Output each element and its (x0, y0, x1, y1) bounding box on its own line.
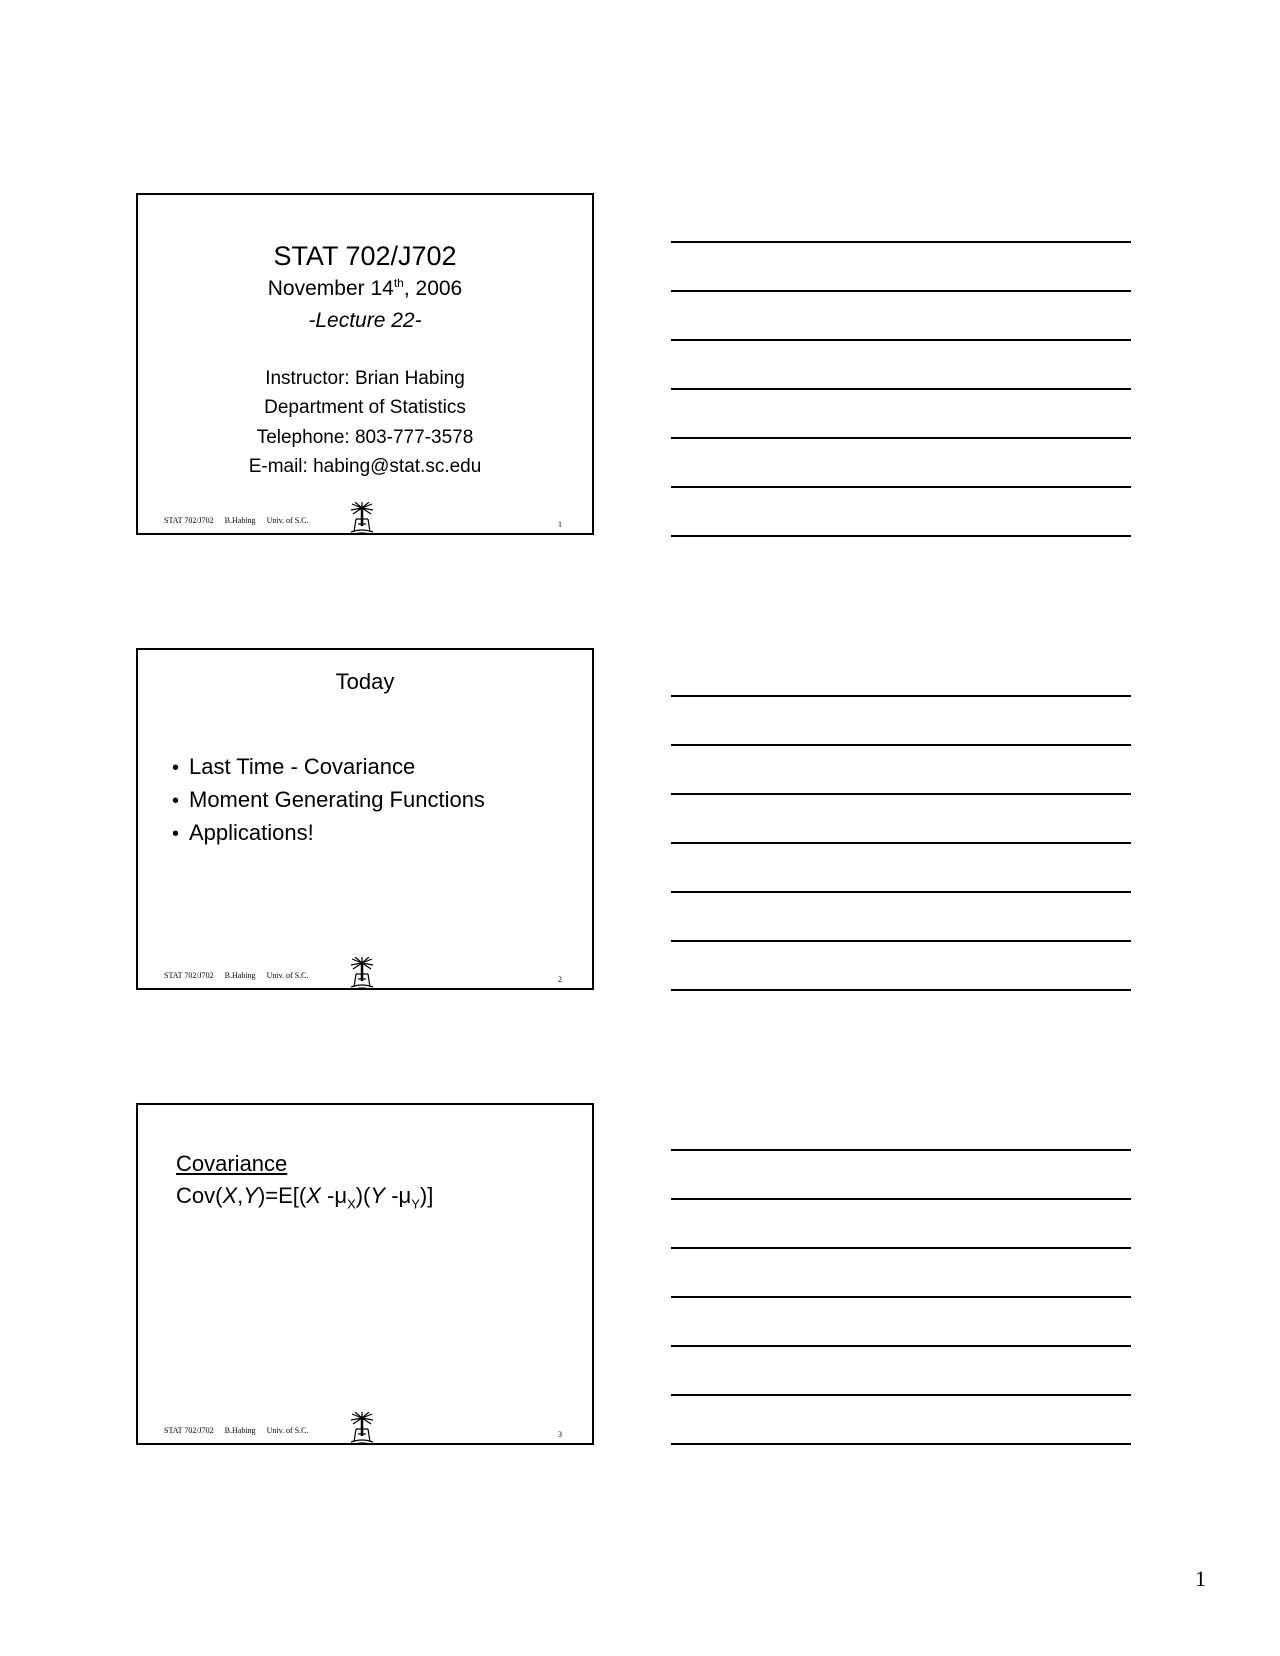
note-line (671, 241, 1131, 243)
department-line: Department of Statistics (264, 397, 466, 418)
footer-author: B.Habing (224, 516, 256, 525)
slide-number: 2 (558, 975, 562, 984)
bullet-list (172, 750, 485, 849)
telephone-line: Telephone: 803-777-3578 (256, 427, 474, 448)
bullet-icon: • (172, 790, 180, 812)
note-line (671, 388, 1131, 390)
note-line (671, 1394, 1131, 1396)
slide-title: STAT 702/J702 (273, 241, 457, 271)
list-item: • Applications! (172, 816, 485, 849)
palmetto-tree-icon (349, 502, 375, 535)
bullet-icon: • (172, 823, 180, 845)
slide-3 (136, 1103, 594, 1445)
note-line (671, 1296, 1131, 1298)
note-line (671, 1149, 1131, 1151)
note-line (671, 695, 1131, 697)
note-line (671, 842, 1131, 844)
note-line (671, 437, 1131, 439)
note-line (671, 1247, 1131, 1249)
footer-school: Univ. of S.C. (266, 1426, 309, 1435)
list-item: • Moment Generating Functions (172, 783, 485, 816)
bullet-icon: • (172, 757, 180, 779)
lecture-date: November 14th, 2006 (267, 276, 463, 300)
slide-number: 3 (558, 1430, 562, 1439)
slide-footer (164, 1426, 320, 1435)
footer-author: B.Habing (224, 1426, 256, 1435)
footer-course: STAT 702/J702 (164, 971, 214, 980)
note-line (671, 1198, 1131, 1200)
list-item: • Last Time - Covariance (172, 750, 485, 783)
email-line: E-mail: habing@stat.sc.edu (248, 456, 482, 477)
slide-footer (164, 516, 320, 525)
palmetto-tree-icon (349, 957, 375, 990)
note-line (671, 744, 1131, 746)
slide-title: Today (335, 669, 395, 694)
palmetto-tree-icon (349, 1412, 375, 1445)
slide-footer (164, 971, 320, 980)
note-line (671, 940, 1131, 942)
footer-school: Univ. of S.C. (266, 516, 309, 525)
lecture-number: -Lecture 22- (308, 309, 422, 332)
note-line (671, 891, 1131, 893)
note-line (671, 486, 1131, 488)
note-line (671, 339, 1131, 341)
slide-title: Covariance (176, 1151, 288, 1176)
slide-number: 1 (558, 520, 562, 529)
note-line (671, 535, 1131, 537)
footer-course: STAT 702/J702 (164, 1426, 214, 1435)
footer-course: STAT 702/J702 (164, 516, 214, 525)
note-line (671, 1443, 1131, 1445)
page-number: 1 (1195, 1566, 1206, 1591)
note-line (671, 1345, 1131, 1347)
covariance-formula: Cov(X,Y)=E[(X $-\mu_X)(Y$ $-\mu_Y$)] (176, 1183, 434, 1212)
slide-1 (136, 193, 594, 535)
footer-school: Univ. of S.C. (266, 971, 309, 980)
note-line (671, 793, 1131, 795)
note-line (671, 290, 1131, 292)
note-line (671, 989, 1131, 991)
instructor-line: Instructor: Brian Habing (265, 368, 465, 389)
footer-author: B.Habing (224, 971, 256, 980)
slide-2 (136, 648, 594, 990)
